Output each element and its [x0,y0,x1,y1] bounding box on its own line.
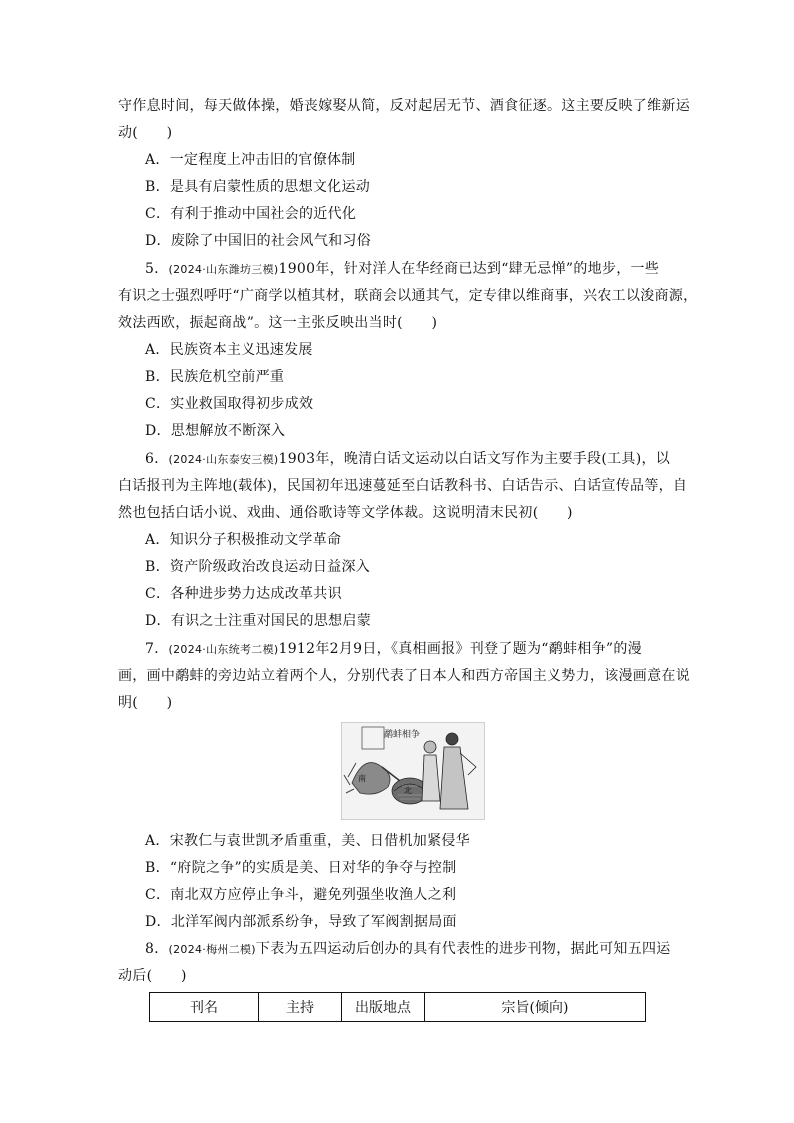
question-7-header: 7．(2024·山东统考二模)1912年2月9日，《真相画报》刊登了题为“鹬蚌相争”的漫 [145,641,642,657]
option-a: A．民族资本主义迅速发展 [145,342,313,358]
cartoon-caption: 鹬蚌相争 [384,730,421,740]
option-b: B．“府院之争”的实质是美、日对华的争夺与控制 [145,860,457,876]
cartoon-drawing [342,723,484,819]
table-header-cell: 出版地点 [342,993,425,1022]
option-b: B．是具有启蒙性质的思想文化运动 [145,179,371,195]
text-line: 有识之士强烈呼吁“广商学以植其材，联商会以通其气，定专律以维商事，兴农工以浚商源， [118,288,698,304]
cartoon-image [341,722,485,820]
option-d: D．有识之士注重对国民的思想启蒙 [145,613,372,629]
option-b: B．民族危机空前严重 [145,369,285,385]
text-line: 明( ) [118,695,173,711]
periodicals-table [149,992,646,1022]
question-5-header: 5．(2024·山东潍坊三模)1900年，针对洋人在华经商已达到“肆无忌惮”的地步，一些 [145,261,660,277]
table-header-cell: 主持 [259,993,342,1022]
table-header-cell: 刊名 [150,993,259,1022]
text-line: 画，画中鹬蚌的旁边站立着两个人，分别代表了日本人和西方帝国主义势力，该漫画意在说 [118,668,690,684]
question-6-header: 6．(2024·山东泰安三模)1903年，晚清白话文运动以白话文写作为主要手段(工具)，以 [145,451,671,467]
cartoon-label-north: 北 [404,786,412,795]
table-header-row [150,993,646,1022]
table-header-cell: 宗旨(倾向) [425,993,646,1022]
question-source: (2024·山东统考二模) [168,643,279,656]
question-source: (2024·山东潍坊三模) [168,263,279,276]
text-line: 然也包括白话小说、戏曲、通俗歌诗等文学体裁。这说明清末民初( ) [118,505,573,521]
option-d: D．思想解放不断深入 [145,423,286,439]
question-8-header: 8．(2024·梅州二模)下表为五四运动后创办的具有代表性的进步刊物，据此可知五四运 [145,941,671,957]
option-c: C．有利于推动中国社会的近代化 [145,206,357,222]
question-source: (2024·山东泰安三模) [168,453,279,466]
option-b: B．资产阶级政治改良运动日益深入 [145,559,371,575]
option-a: A．宋教仁与袁世凯矛盾重重，美、日借机加紧侵华 [145,833,471,849]
text-line: 守作息时间，每天做体操，婚丧嫁娶从简，反对起居无节、酒食征逐。这主要反映了维新运 [118,98,690,114]
text-line: 效法西欧，振起商战”。这一主张反映出当时( ) [118,315,438,331]
option-c: C．南北双方应停止争斗，避免列强坐收渔人之利 [145,887,457,903]
option-c: C．各种进步势力达成改革共识 [145,586,342,602]
cartoon-label-south: 南 [358,774,366,783]
text-line: 动后( ) [118,968,187,984]
option-d: D．北洋军阀内部派系纷争，导致了军阀割据局面 [145,914,457,930]
question-source: (2024·梅州二模) [168,943,256,956]
option-a: A．知识分子积极推动文学革命 [145,532,342,548]
option-d: D．废除了中国旧的社会风气和习俗 [145,233,372,249]
option-a: A．一定程度上冲击旧的官僚体制 [145,152,356,168]
text-line: 白话报刊为主阵地(载体)，民国初年迅速蔓延至白话教科书、白话告示、白话宣传品等，自 [118,478,688,494]
option-c: C．实业救国取得初步成效 [145,396,314,412]
text-line: 动( ) [118,125,173,141]
